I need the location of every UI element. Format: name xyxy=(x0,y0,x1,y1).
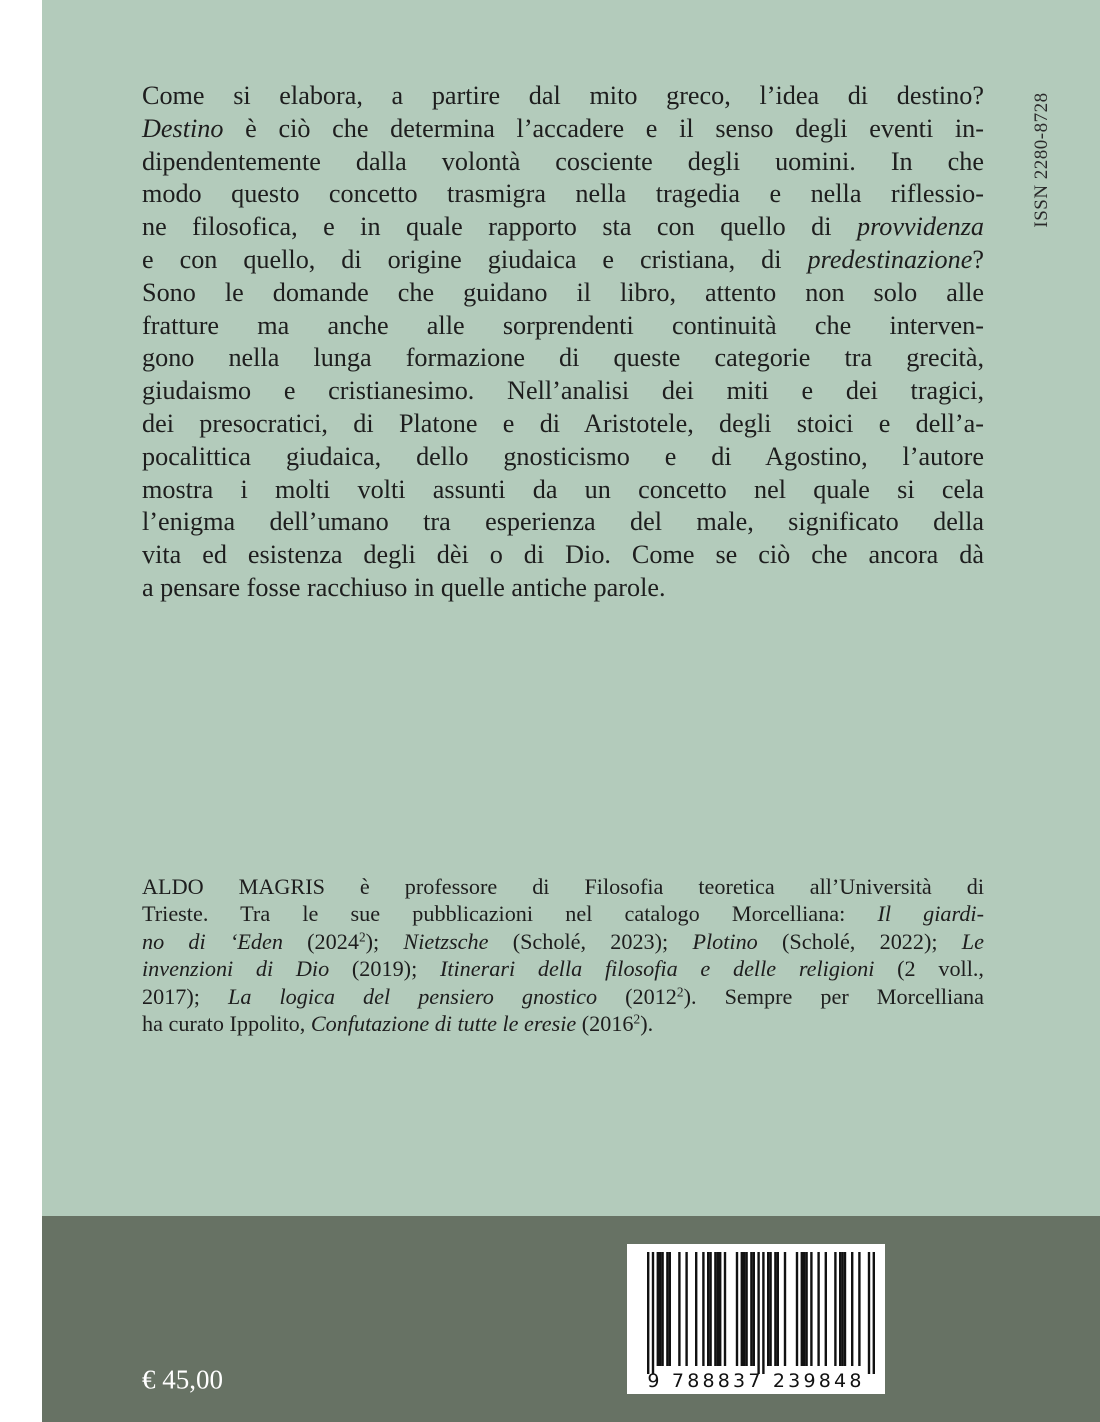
text-line xyxy=(142,539,984,572)
barcode-bar xyxy=(767,1252,769,1366)
barcode-bar xyxy=(858,1252,860,1366)
book-blurb xyxy=(142,80,984,605)
barcode-bar xyxy=(803,1252,805,1366)
barcode-bar xyxy=(702,1252,704,1366)
book-back-cover xyxy=(42,0,1100,1422)
barcode-bar xyxy=(714,1252,716,1366)
barcode-bar xyxy=(873,1252,875,1374)
text-line xyxy=(142,873,984,900)
italic-text: Confutazione di tutte le eresie xyxy=(310,1011,577,1037)
italic-text: Plotino xyxy=(692,928,758,954)
text-line xyxy=(142,572,984,605)
text-run: dipendentemente dalla volontà cosciente degli uomini. In che xyxy=(142,146,984,176)
text-run: vita ed esistenza degli dèi o di Dio. Come se ciò che ancora dà xyxy=(142,540,984,570)
barcode-bar xyxy=(745,1252,747,1366)
italic-text: Destino xyxy=(142,113,224,143)
italic-text: La logica del pensiero gnostico xyxy=(228,983,598,1009)
text-line xyxy=(142,408,984,441)
text-run: fratture ma anche alle sorprendenti continuità che interven- xyxy=(142,310,984,340)
barcode-bar xyxy=(657,1252,659,1366)
superscript: 2 xyxy=(676,984,684,1000)
barcode-bar xyxy=(825,1252,827,1366)
text-line xyxy=(142,900,984,927)
barcode-bar xyxy=(736,1252,738,1366)
text-run: pocalittica giudaica, dello gnosticismo e di Agostino, l’autore xyxy=(142,441,984,471)
text-run: giudaismo e cristianesimo. Nell’analisi dei miti e dei tragici, xyxy=(142,376,984,406)
barcode-bar xyxy=(810,1252,812,1366)
text-run: (Scholé, 2023); xyxy=(488,928,693,954)
text-run: 2017); xyxy=(142,983,228,1009)
barcode-bar xyxy=(709,1252,711,1366)
text-run: (2019); xyxy=(329,956,440,982)
issn-text: ISSN 2280-8728 xyxy=(1031,92,1052,228)
text-run: (Scholé, 2022); xyxy=(757,928,962,954)
barcode-bar xyxy=(777,1252,779,1366)
barcode-bar xyxy=(839,1252,841,1366)
text-run: l’enigma dell’umano tra esperienza del male, significato della xyxy=(142,507,984,537)
italic-text: Itinerari della filosofia e delle religioni xyxy=(439,956,875,982)
superscript: 2 xyxy=(633,1011,641,1027)
barcode-bar xyxy=(753,1252,755,1366)
barcode-bar xyxy=(669,1252,671,1366)
text-line xyxy=(142,983,984,1010)
italic-text: Nietzsche xyxy=(403,928,489,954)
text-run: ); xyxy=(365,928,404,954)
barcode-bar xyxy=(666,1252,668,1366)
italic-text: predestinazione xyxy=(807,244,973,274)
barcode-bar xyxy=(685,1252,687,1366)
barcode-bar xyxy=(817,1252,819,1366)
barcode-bar xyxy=(741,1252,743,1366)
barcode-bar xyxy=(647,1252,649,1374)
text-line xyxy=(142,474,984,507)
barcode-bar xyxy=(851,1252,853,1366)
text-run: ALDO MAGRIS è professore di Filosofia teoretica all’Università di xyxy=(142,874,984,899)
barcode-bar xyxy=(717,1252,719,1366)
barcode-bar xyxy=(719,1252,721,1366)
text-line xyxy=(142,310,984,343)
author-bio xyxy=(142,873,984,1037)
text-line xyxy=(142,928,984,955)
barcode-bar xyxy=(762,1252,764,1374)
text-run: (2 voll., xyxy=(874,956,984,982)
price-label: € 45,00 xyxy=(142,1364,223,1395)
text-line xyxy=(142,277,984,310)
barcode-number: 9 788837 239848 xyxy=(647,1370,865,1392)
text-run: ? xyxy=(972,244,984,274)
barcode-bar xyxy=(750,1252,752,1366)
text-line xyxy=(142,178,984,211)
text-run: Come si elabora, a partire dal mito greco, l’idea di destino? xyxy=(142,81,984,110)
text-run: mostra i molti volti assunti da un concetto nel quale si cela xyxy=(142,474,984,504)
text-run: ne filosofica, e in quale rapporto sta con quello di xyxy=(142,212,857,242)
barcode xyxy=(627,1244,885,1394)
text-run: (2016 xyxy=(576,1011,634,1037)
italic-text: invenzioni di Dio xyxy=(142,956,330,982)
text-run: Trieste. Tra le sue pubblicazioni nel catalogo Morcelliana: xyxy=(142,901,878,927)
text-line xyxy=(142,375,984,408)
barcode-bar xyxy=(841,1252,843,1366)
barcode-bar xyxy=(805,1252,807,1366)
text-run: ). Sempre per Morcelliana xyxy=(683,983,985,1009)
barcode-bar xyxy=(695,1252,697,1366)
barcode-bar xyxy=(659,1252,661,1366)
text-run: ). xyxy=(640,1011,654,1037)
barcode-bar xyxy=(724,1252,726,1366)
text-line xyxy=(142,506,984,539)
barcode-bar xyxy=(844,1252,846,1366)
text-line xyxy=(142,342,984,375)
barcode-bar xyxy=(661,1252,663,1366)
barcode-bar xyxy=(769,1252,771,1366)
text-line xyxy=(142,441,984,474)
text-line xyxy=(142,244,984,277)
text-run: dei presocratici, di Platone e di Aristotele, degli stoici e dell’a- xyxy=(142,408,984,438)
text-line xyxy=(142,211,984,244)
barcode-bar xyxy=(801,1252,803,1366)
italic-text: provvidenza xyxy=(856,212,984,242)
text-run: e con quello, di origine giudaica e cristiana, di xyxy=(142,244,808,274)
text-run: (2024 xyxy=(282,928,359,954)
text-run: ha curato Ippolito, xyxy=(142,1011,311,1037)
barcode-bar xyxy=(774,1252,776,1366)
barcode-bar xyxy=(868,1252,870,1374)
text-line xyxy=(142,1010,984,1037)
text-line xyxy=(142,146,984,179)
barcode-bar xyxy=(743,1252,745,1366)
barcode-bar xyxy=(796,1252,798,1366)
text-line xyxy=(142,955,984,982)
italic-text: Il giardi- xyxy=(877,901,984,927)
barcode-bar xyxy=(707,1252,709,1366)
text-run: a pensare fosse racchiuso in quelle antiche parole. xyxy=(142,572,666,602)
text-run: Sono le domande che guidano il libro, attento non solo alle xyxy=(142,277,984,307)
superscript: 2 xyxy=(358,929,366,945)
barcode-bar xyxy=(757,1252,759,1374)
barcode-bar xyxy=(784,1252,786,1366)
barcode-bar xyxy=(834,1252,836,1366)
barcode-bar xyxy=(652,1252,654,1374)
text-line xyxy=(142,113,984,146)
text-run: (2012 xyxy=(597,983,677,1009)
text-run: è ciò che determina l’accadere e il senso degli eventi in- xyxy=(223,113,984,143)
text-run: gono nella lunga formazione di queste categorie tra grecità, xyxy=(142,343,984,373)
text-line xyxy=(142,80,984,113)
italic-text: Le xyxy=(961,928,984,954)
text-run: modo questo concetto trasmigra nella tragedia e nella riflessio- xyxy=(142,179,984,209)
barcode-bar xyxy=(678,1252,680,1366)
italic-text: no di ‘Eden xyxy=(142,928,283,954)
